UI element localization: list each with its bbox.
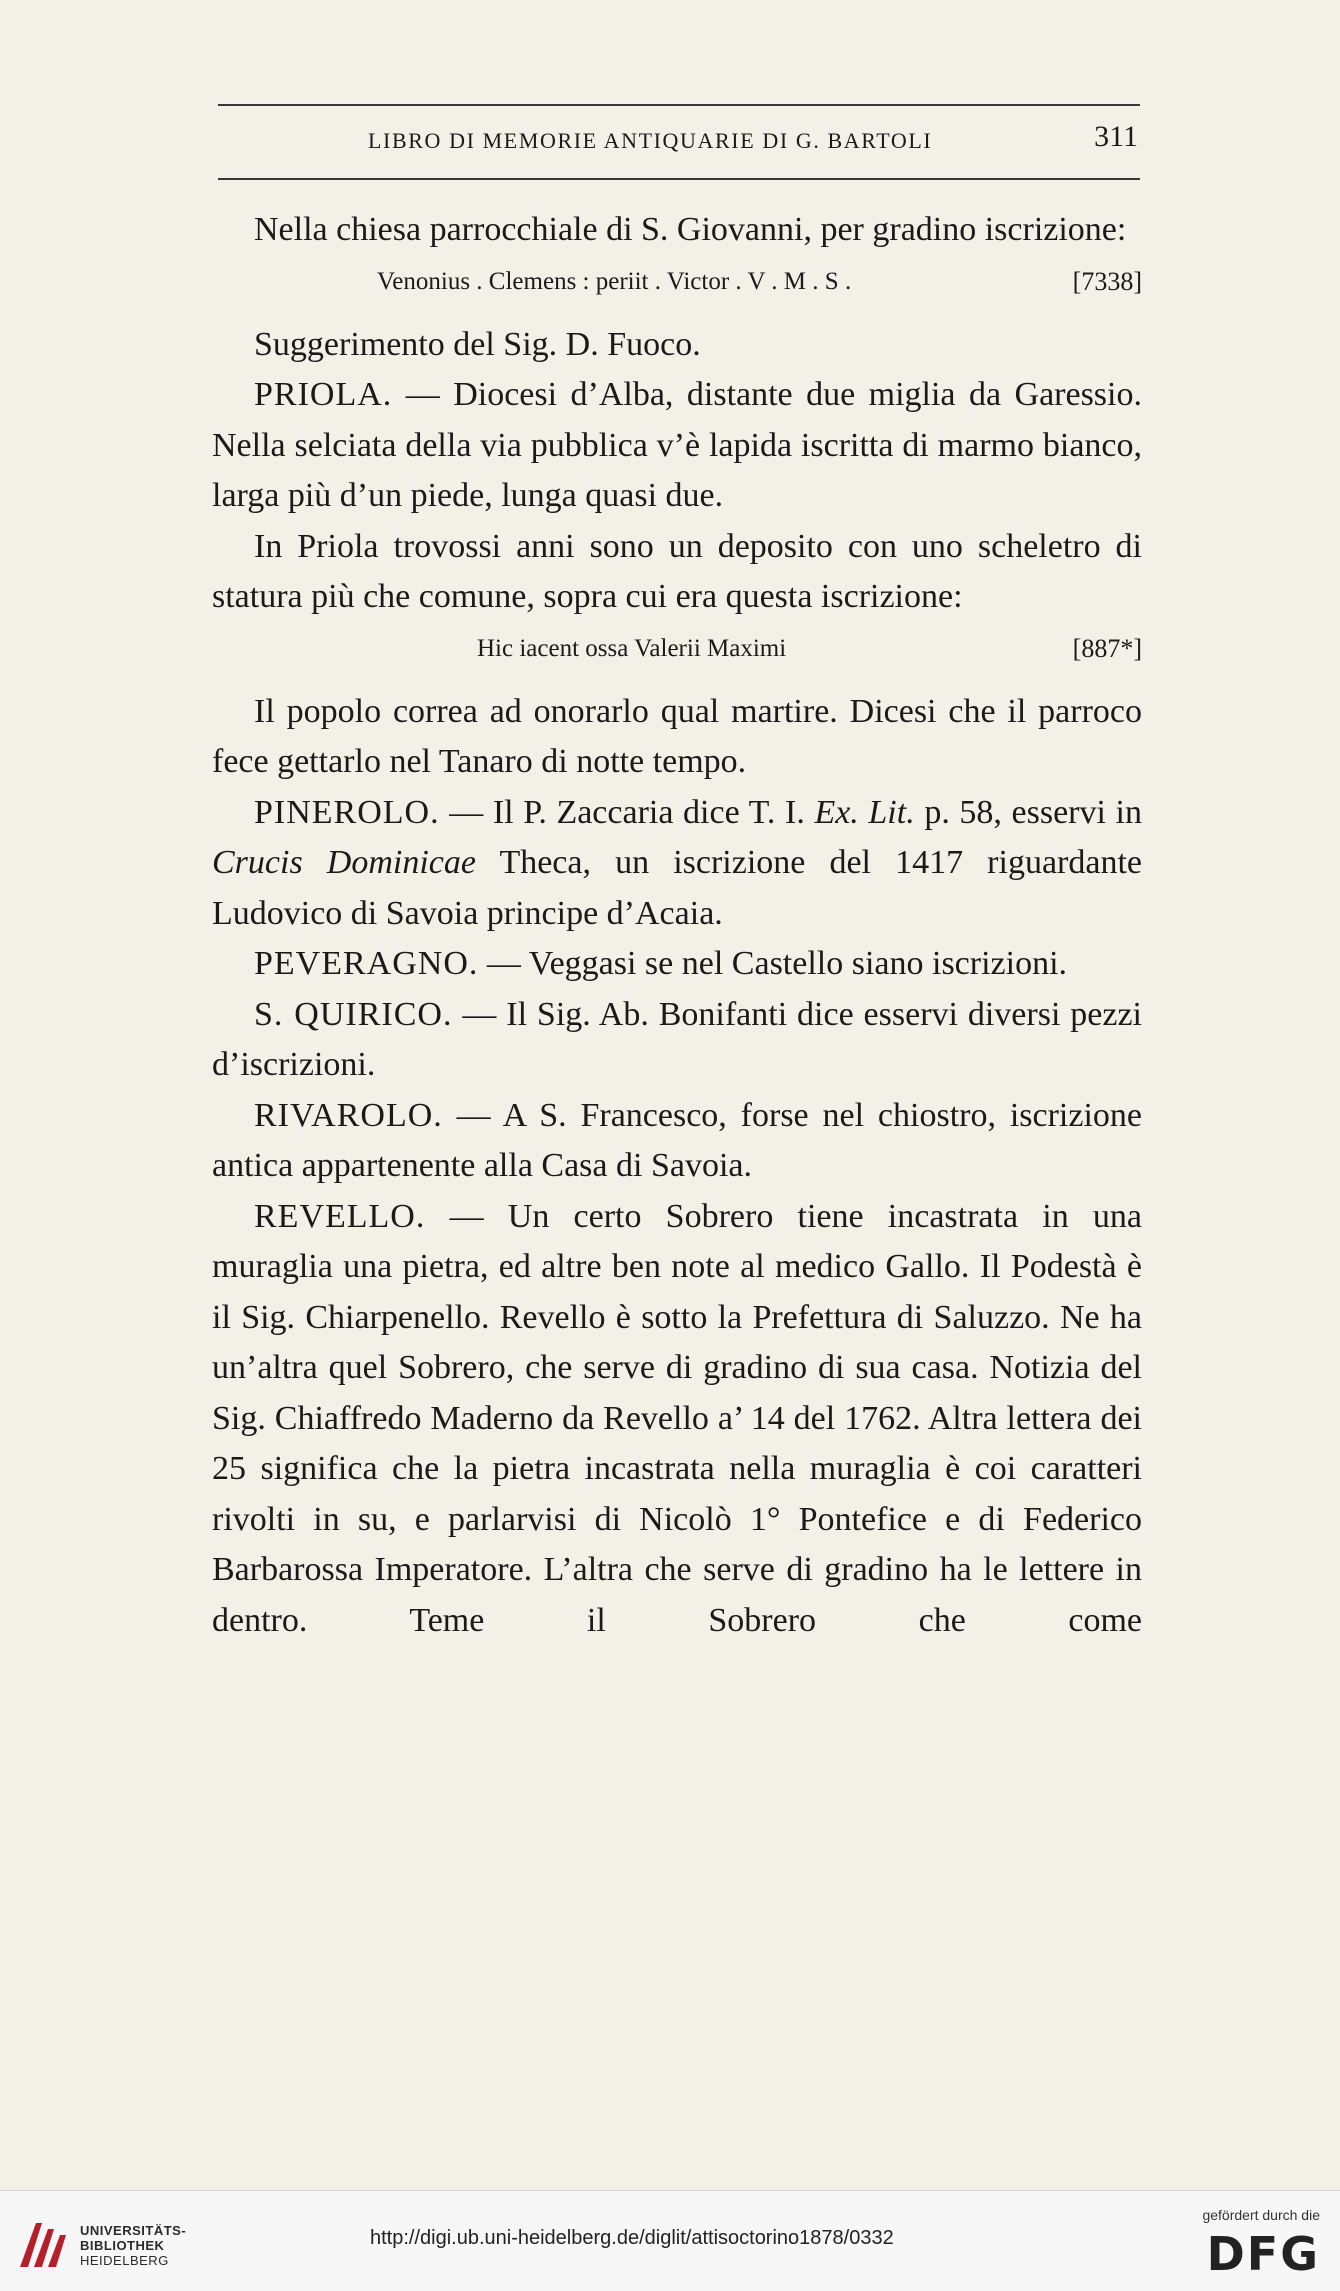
permalink-url[interactable]: http://digi.ub.uni-heidelberg.de/diglit/attisoctorino1878/0332 xyxy=(370,2227,894,2249)
header-rule-bottom xyxy=(218,178,1140,180)
inscription-valerii xyxy=(212,625,1142,673)
paragraph-rivarolo: RIVAROLO. — A S. Francesco, forse nel chiostro, iscrizione antica appartenente alla Casa di Savoia. xyxy=(212,1096,1142,1184)
inscription-text: Hic iacent ossa Valerii Maximi xyxy=(477,634,787,662)
entry-heading: PINEROLO. xyxy=(254,793,440,831)
viewer-footer xyxy=(0,2190,1340,2291)
paragraph-revello: REVELLO. — Un certo Sobrero tiene incastrata in una muraglia una pietra, ed altre ben note al medico Gallo. Il Podestà è il Sig. Chiarpenello. Revello è sotto la Prefettura di Saluzzo. Ne ha un’altra quel Sobrero, che serve di gradino di sua casa. Notizia del Sig. Chiaffredo Maderno da Revello a’ 14 del 1762. Altra lettera dei 25 significa che la pietra incastrata nella muraglia è coi caratteri rivolti in su, e parlarvisi di Nicolò 1° Pontefice e di Federico Barbarossa Imperatore. L’altra che serve di gradino ha le lettere in dentro. Teme il Sobrero che come xyxy=(212,1197,1142,1639)
entry-heading: PEVERAGNO. xyxy=(254,945,479,982)
paragraph-san-giovanni: Nella chiesa parrocchiale di S. Giovanni, per gradino iscrizione: xyxy=(254,211,1127,248)
funding-label: gefördert durch die xyxy=(1202,2207,1320,2223)
inscription-number: [7338] xyxy=(1072,266,1142,296)
entry-heading: PRIOLA. xyxy=(254,376,393,413)
dfg-logo: DFG xyxy=(1206,2227,1320,2281)
entry-heading: REVELLO. xyxy=(254,1197,426,1235)
page-number: 311 xyxy=(1094,120,1138,153)
page-header xyxy=(218,120,1140,164)
paragraph-popolo: Il popolo correa ad onorarlo qual martire. Dicesi che il parroco fece gettarlo nel Tanaro di notte tempo. xyxy=(212,692,1142,780)
inscription-venonius xyxy=(212,258,1142,306)
inscription-number: [887*] xyxy=(1072,633,1142,663)
entry-heading: RIVAROLO. xyxy=(254,1096,443,1134)
inscription-text: Venonius . Clemens : periit . Victor . V . M . S . xyxy=(377,267,852,295)
paragraph-priola-deposito: In Priola trovossi anni sono un deposito con uno scheletro di statura più che comune, sopra cui era questa iscrizione: xyxy=(212,527,1142,615)
header-rule-top xyxy=(218,104,1140,106)
running-title: LIBRO DI MEMORIE ANTIQUARIE DI G. BARTOLI xyxy=(368,128,933,153)
paragraph-s-quirico: S. QUIRICO. — Il Sig. Ab. Bonifanti dice esservi diversi pezzi d’iscrizioni. xyxy=(212,995,1142,1083)
entry-heading: S. QUIRICO. xyxy=(254,995,453,1033)
university-library-logo xyxy=(14,2215,70,2275)
institution-name: UNIVERSITÄTS- BIBLIOTHEK HEIDELBERG xyxy=(80,2223,187,2268)
body-text xyxy=(212,205,1142,1646)
paragraph-priola: PRIOLA. — Diocesi d’Alba, distante due miglia da Garessio. Nella selciata della via pubblica v’è lapida iscritta di marmo bianco, larga più d’un piede, lunga quasi due. xyxy=(212,376,1142,514)
paragraph-peveragno: PEVERAGNO. — Veggasi se nel Castello siano iscrizioni. xyxy=(254,945,1068,982)
paragraph-suggerimento: Suggerimento del Sig. D. Fuoco. xyxy=(254,325,701,363)
paragraph-pinerolo: PINEROLO. — Il P. Zaccaria dice T. I. Ex. Lit. p. 58, esservi in Crucis Dominicae Theca, un iscrizione del 1417 riguardante Ludovico di Savoia principe d’Acaia. xyxy=(212,793,1143,932)
